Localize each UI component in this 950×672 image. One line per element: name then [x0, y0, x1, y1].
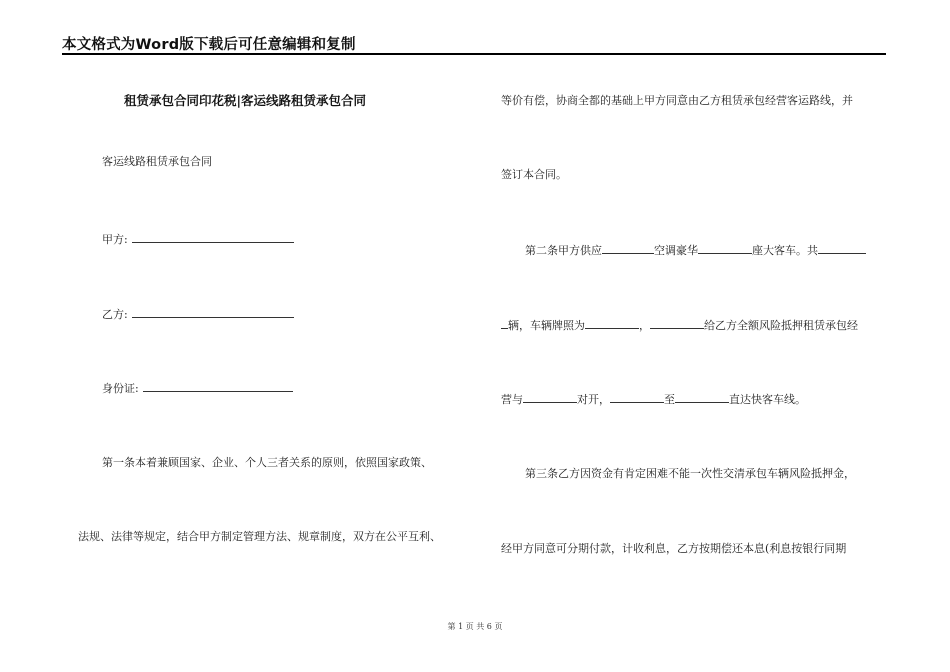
document-title: 租赁承包合同印花税|客运线路租赁承包合同	[124, 93, 367, 108]
clause2-text-j: 直达快客车线。	[729, 393, 806, 406]
header-divider	[62, 53, 886, 55]
party-b-row	[102, 306, 294, 321]
clause1-line2: 法规、法律等规定，结合甲方制定管理方法、规章制度，双方在公平互利、	[78, 530, 441, 543]
clause2-text-g: 营与	[501, 393, 523, 406]
clause1-line1: 第一条本着兼顾国家、企业、个人三者关系的原则，依照国家政策、	[102, 456, 432, 469]
right-line1: 等价有偿，协商全都的基础上甲方同意由乙方租赁承包经营客运路线，并	[501, 94, 853, 107]
blank-field	[602, 243, 654, 254]
clause2-text-h: 对开，	[577, 393, 610, 406]
id-row	[102, 380, 293, 395]
clause2-text-b: 空调豪华	[654, 244, 698, 257]
id-field	[143, 380, 293, 392]
clause2-text-a: 第二条甲方供应	[525, 244, 602, 257]
right-line2: 签订本合同。	[501, 168, 567, 181]
blank-field	[650, 318, 704, 329]
clause3-line1: 第三条乙方因资金有肯定困难不能一次性交清承包车辆风险抵押金，	[525, 467, 855, 480]
header-title: 本文格式为Word版下载后可任意编辑和复制	[62, 37, 356, 53]
blank-field	[610, 392, 664, 403]
clause2-text-c: 座大客车。共	[752, 244, 818, 257]
clause3-line2: 经甲方同意可分期付款，计收利息，乙方按期偿还本息(利息按银行同期	[501, 542, 847, 555]
party-a-label: 甲方:	[102, 233, 128, 246]
blank-field	[501, 318, 508, 329]
blank-field	[585, 318, 639, 329]
clause2-line1	[525, 243, 866, 257]
contract-subtitle: 客运线路租赁承包合同	[102, 155, 212, 168]
clause2-line2	[501, 318, 858, 332]
blank-field	[523, 392, 577, 403]
party-a-row	[102, 231, 294, 246]
clause2-text-d: 辆，车辆牌照为	[508, 319, 585, 332]
blank-field	[818, 243, 866, 254]
blank-field	[675, 392, 729, 403]
page-number: 第 1 页 共 6 页	[447, 622, 503, 631]
party-b-field	[132, 306, 294, 318]
party-a-field	[132, 231, 294, 243]
party-b-label: 乙方:	[102, 308, 128, 321]
clause2-text-e: ，	[639, 319, 650, 332]
clause2-text-i: 至	[664, 393, 675, 406]
blank-field	[698, 243, 752, 254]
id-label: 身份证:	[102, 382, 139, 395]
clause2-text-f: 给乙方全额风险抵押租赁承包经	[704, 319, 858, 332]
clause2-line3	[501, 392, 806, 406]
